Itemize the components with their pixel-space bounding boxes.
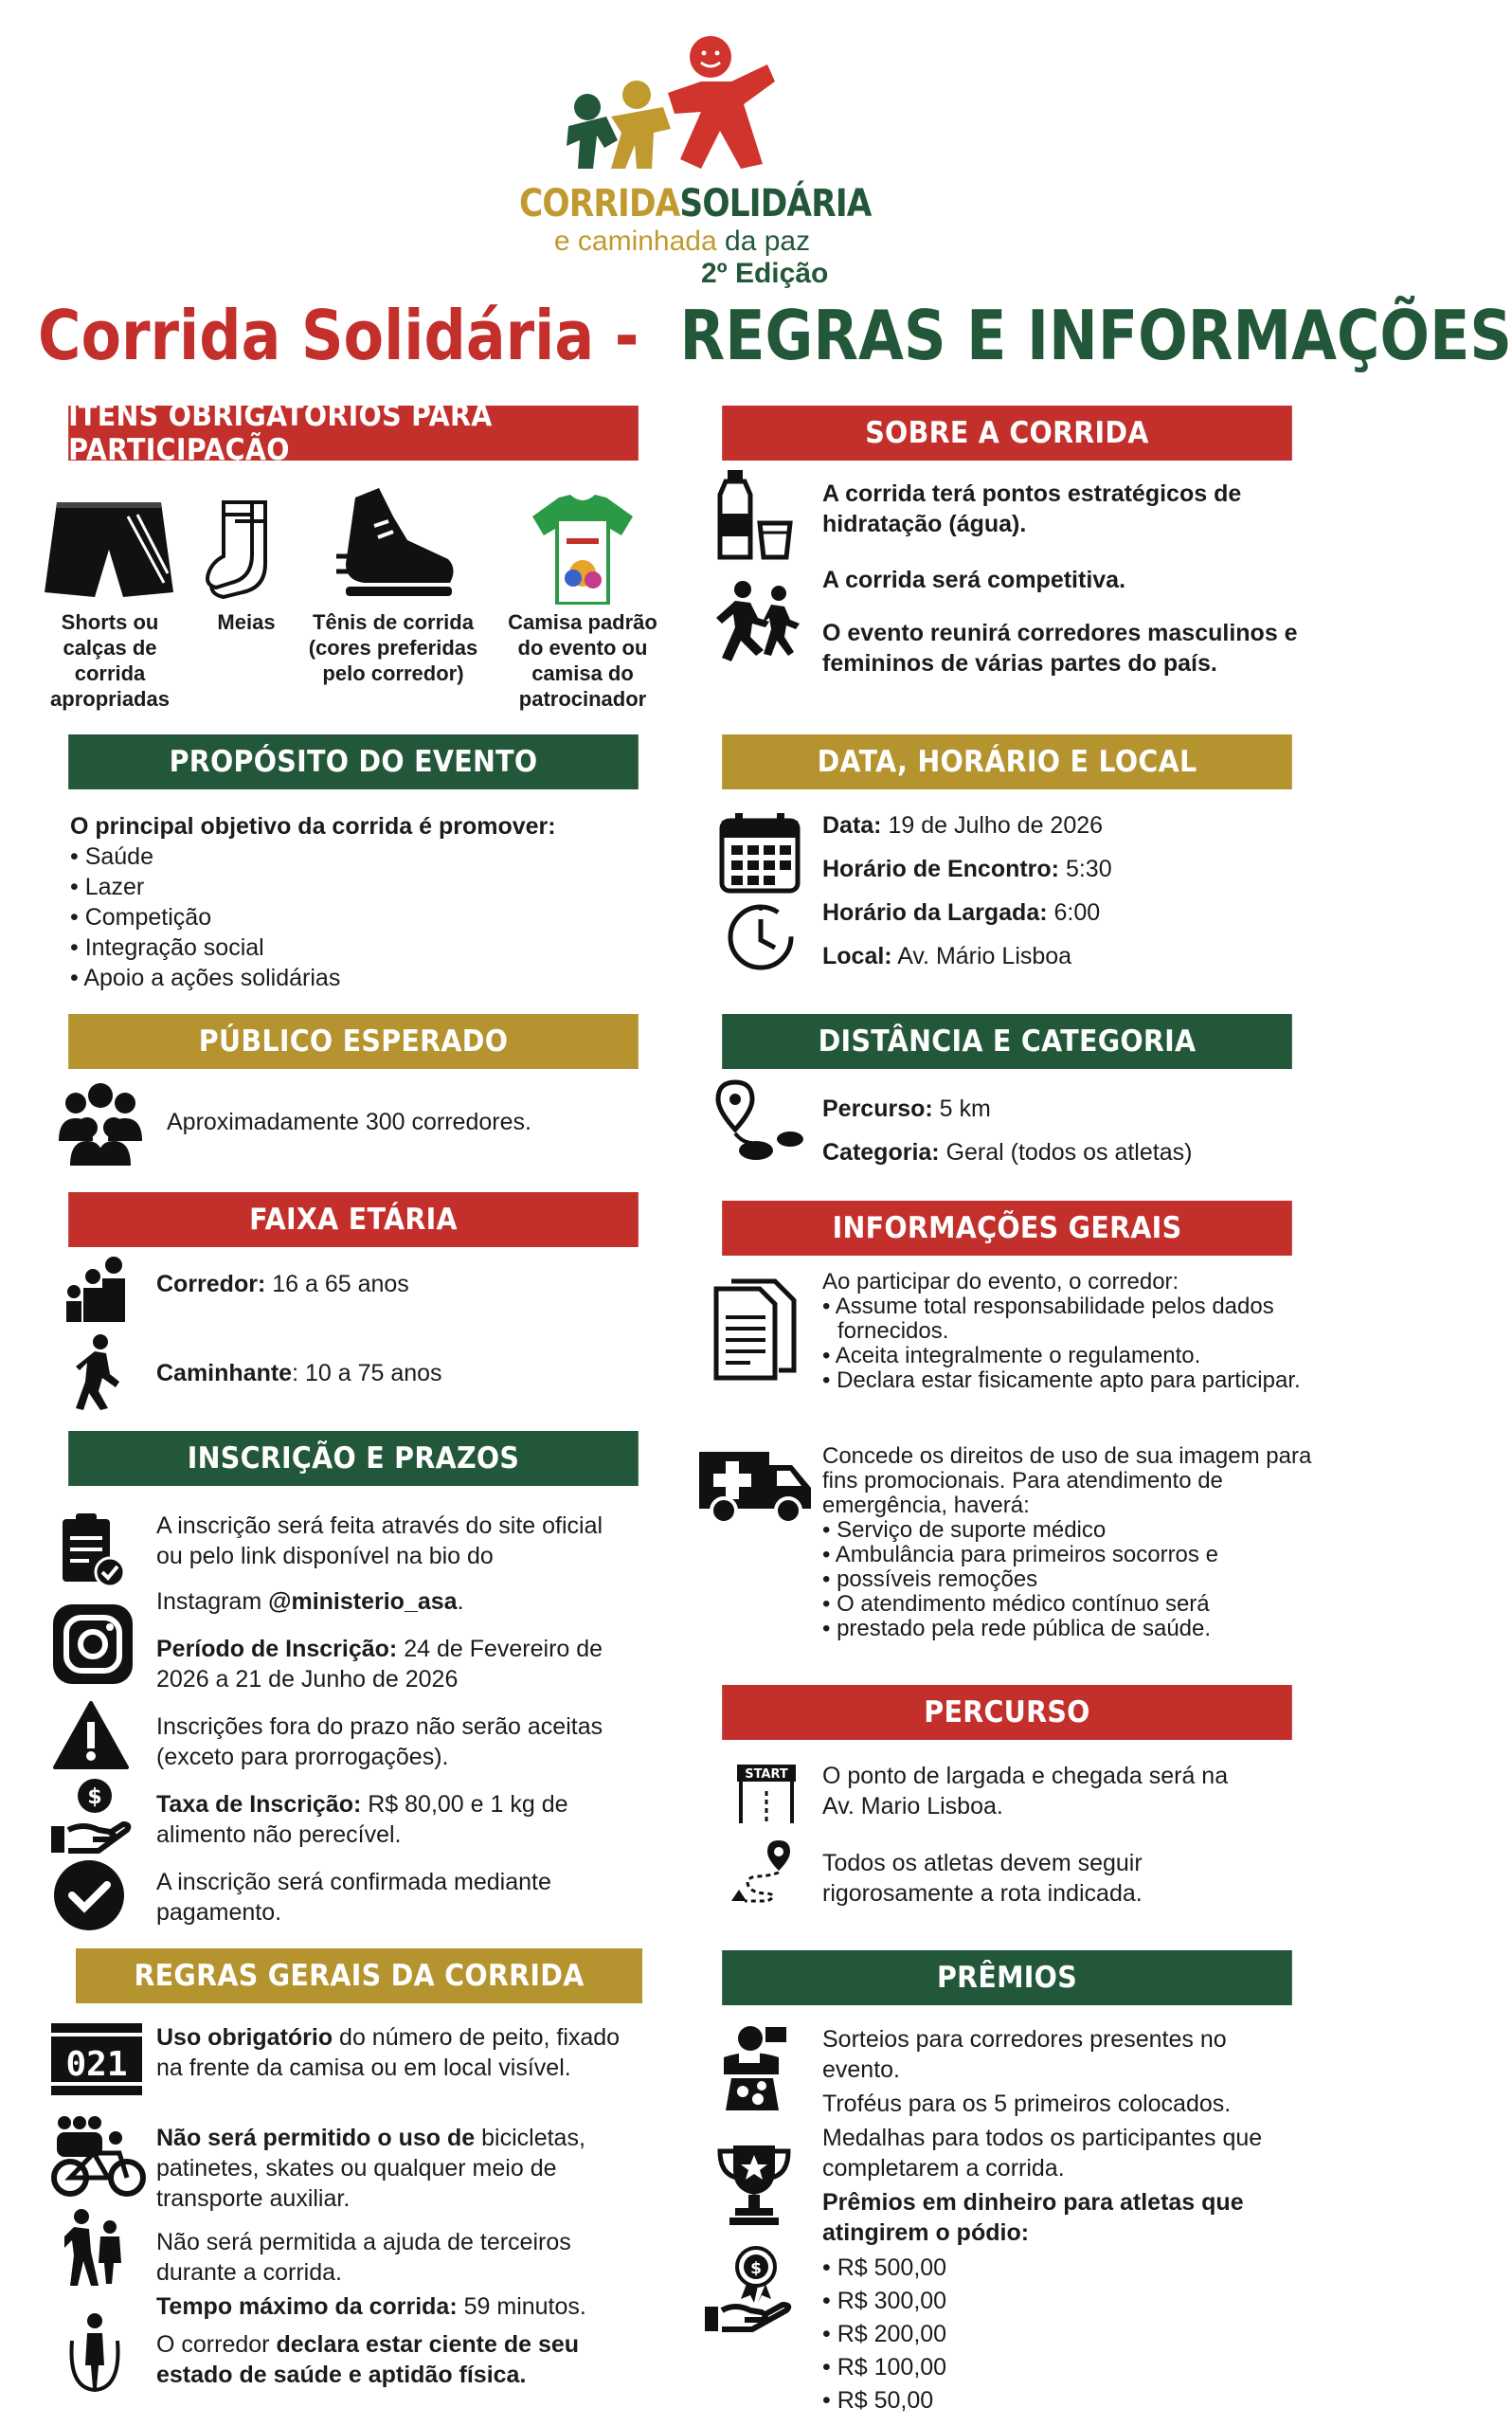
regras-r4: Tempo máximo da corrida: 59 minutos. <box>156 2293 586 2320</box>
premios-values <box>822 2252 946 2417</box>
section-header-premios: PRÊMIOS <box>722 1950 1292 2005</box>
list-item: • Competição <box>70 902 657 932</box>
ambulance-icon <box>697 1448 815 1528</box>
list-item: • Apoio a ações solidárias <box>70 963 657 993</box>
socks-icon <box>207 498 282 602</box>
list-item: • R$ 100,00 <box>822 2351 946 2384</box>
crowd-icon <box>55 1082 146 1166</box>
inscricao-p3: Período de Inscrição: 24 de Fevereiro de 2026 a 21 de Junho de 2026 <box>156 1636 603 1693</box>
transport-prohibited-icon <box>51 2115 146 2197</box>
runners-icon <box>709 580 803 671</box>
list-item: • Saúde <box>70 842 657 872</box>
route-icon <box>729 1838 796 1905</box>
item-label-shorts: Shorts ou calças de corrida apropriadas <box>50 610 170 711</box>
logo-figures-icon <box>559 27 777 188</box>
premios-p1: Sorteios para corredores presentes no evento. <box>822 2026 1227 2083</box>
help-prohibited-icon <box>64 2208 125 2286</box>
start-line-icon <box>735 1763 798 1825</box>
regras-r1: Uso obrigatório do número de peito, fixado na frente da camisa ou em local visível. <box>156 2024 621 2081</box>
svg-text:$: $ <box>87 1785 102 1809</box>
trophy-icon <box>716 2142 792 2227</box>
inscricao-p1: A inscrição será feita através do site oficial ou pelo link disponível na bio do <box>156 1512 603 1569</box>
svg-text:$: $ <box>750 2259 762 2278</box>
data-place: Local: Av. Mário Lisboa <box>822 943 1072 969</box>
section-header-percurso: PERCURSO <box>722 1685 1292 1740</box>
regras-r3: Não será permitida a ajuda de terceiros durante a corrida. <box>156 2229 571 2286</box>
percurso-p1: O ponto de largada e chegada será na Av. Mario Lisboa. <box>822 1763 1229 1820</box>
list-item: • O atendimento médico contínuo será <box>822 1592 1315 1617</box>
list-item: • Aceita integralmente o regulamento. <box>822 1344 1315 1368</box>
item-label-shoes: Tênis de corrida (cores preferidas pelo corredor) <box>308 610 478 685</box>
section-header-data: DATA, HORÁRIO E LOCAL <box>722 734 1292 789</box>
shorts-icon <box>43 498 175 602</box>
regras-r5: O corredor declara estar ciente de seu estado de saúde e aptidão física. <box>156 2331 580 2388</box>
section-header-publico: PÚBLICO ESPERADO <box>68 1014 639 1069</box>
instagram-icon <box>53 1604 133 1684</box>
section-header-informacoes: INFORMAÇÕES GERAIS <box>722 1201 1292 1256</box>
section-header-proposito: PROPÓSITO DO EVENTO <box>68 734 639 789</box>
item-label-socks: Meias <box>217 610 276 634</box>
clock-icon <box>726 902 796 972</box>
section-header-inscricao: INSCRIÇÃO E PRAZOS <box>68 1431 639 1486</box>
premios-list <box>822 2252 946 2417</box>
list-item: • Serviço de suporte médico <box>822 1518 1315 1543</box>
walker-icon <box>76 1334 123 1410</box>
page-title: Corrida Solidária - REGRAS E INFORMAÇÕES <box>38 296 1512 375</box>
jump-rope-icon <box>66 2312 123 2392</box>
list-item: • Lazer <box>70 872 657 902</box>
inscricao-p5: Taxa de Inscrição: R$ 80,00 e 1 kg de alimento não perecível. <box>156 1791 568 1848</box>
inscricao-p6: A inscrição será confirmada mediante pagamento. <box>156 1869 551 1926</box>
list-item: • possíveis remoções <box>822 1567 1315 1592</box>
running-shoe-icon <box>336 488 459 606</box>
logo-edition: 2º Edição <box>701 258 829 289</box>
inscricao-p2: Instagram @ministerio_asa. <box>156 1588 464 1615</box>
proposito-intro: O principal objetivo da corrida é promover: <box>70 813 556 840</box>
percurso-p2: Todos os atletas devem seguir rigorosamente a rota indicada. <box>822 1850 1143 1907</box>
faixa-walker: Caminhante: 10 a 75 anos <box>156 1360 442 1386</box>
faixa-runner: Corredor: 16 a 65 anos <box>156 1271 409 1297</box>
prize-money-icon <box>703 2244 794 2335</box>
premios-p3: Medalhas para todos os participantes que completarem a corrida. <box>822 2125 1263 2182</box>
list-item: • R$ 500,00 <box>822 2252 946 2285</box>
fee-hand-icon <box>51 1777 131 1855</box>
sobre-p3: O evento reunirá corredores masculinos e femininos de várias partes do país. <box>822 620 1298 677</box>
publico-text: Aproximadamente 300 corredores. <box>167 1109 531 1135</box>
informacoes-block2: Concede os direitos de uso de sua imagem para fins promocionais. Para atendimento de emergência, haverá: • Serviço de suporte médico • Ambulância para primeiros socorros e • possíveis remoções • O atendimento médico contínuo será • prestado pela rede pública de saúde. <box>822 1444 1315 1641</box>
documents-icon <box>712 1279 800 1384</box>
route-pin-icon <box>714 1080 805 1166</box>
inscricao-p4: Inscrições fora do prazo não serão aceitas (exceto para prorrogações). <box>156 1713 603 1770</box>
data-meet: Horário de Encontro: 5:30 <box>822 856 1112 882</box>
logo <box>493 19 872 294</box>
list-item: • prestado pela rede pública de saúde. <box>822 1617 1315 1641</box>
section-header-distancia: DISTÂNCIA E CATEGORIA <box>722 1014 1292 1069</box>
proposito-content <box>70 811 657 993</box>
clipboard-check-icon <box>61 1512 125 1587</box>
warning-icon <box>53 1701 129 1769</box>
list-item: • R$ 50,00 <box>822 2384 946 2417</box>
sobre-p1: A corrida terá pontos estratégicos de hidratação (água). <box>822 480 1242 537</box>
data-date: Data: 19 de Julho de 2026 <box>822 812 1104 839</box>
data-start: Horário da Largada: 6:00 <box>822 899 1101 926</box>
section-header-itens: ITENS OBRIGATÓRIOS PARA PARTICIPAÇÃO <box>68 406 639 461</box>
premios-p4: Prêmios em dinheiro para atletas que atingirem o pódio: <box>822 2189 1244 2246</box>
logo-line1: CORRIDASOLIDÁRIA <box>519 182 872 226</box>
event-shirt-icon <box>531 493 635 606</box>
sobre-p2: A corrida será competitiva. <box>822 567 1126 593</box>
proposito-list <box>70 842 657 993</box>
premios-p2: Troféus para os 5 primeiros colocados. <box>822 2091 1232 2117</box>
water-bottle-icon <box>718 470 794 561</box>
item-label-shirt: Camisa padrão do evento ou camisa do patrocinador <box>508 610 657 711</box>
list-item: • Assume total responsabilidade pelos dados fornecidos. <box>822 1294 1315 1344</box>
logo-line2: e caminhada da paz <box>553 226 811 257</box>
bib-number-text: 021 <box>65 2045 128 2084</box>
informacoes-block1: Ao participar do evento, o corredor: • Assume total responsabilidade pelos dados fornecidos. • Aceita integralmente o regulamento. • Declara estar fisicamente apto para participar. <box>822 1270 1315 1393</box>
distancia-route: Percurso: 5 km <box>822 1095 991 1122</box>
list-item: • R$ 300,00 <box>822 2285 946 2318</box>
raffle-icon <box>712 2023 796 2114</box>
start-sign-text: START <box>745 1767 788 1782</box>
calendar-icon <box>720 813 800 893</box>
check-circle-icon <box>53 1859 125 1931</box>
distancia-cat: Categoria: Geral (todos os atletas) <box>822 1139 1193 1166</box>
list-item: • Integração social <box>70 932 657 963</box>
section-header-sobre: SOBRE A CORRIDA <box>722 406 1292 461</box>
list-item: • R$ 200,00 <box>822 2318 946 2351</box>
family-icon <box>64 1256 135 1322</box>
list-item: • Declara estar fisicamente apto para participar. <box>822 1368 1315 1393</box>
bib-number-icon <box>51 2023 142 2095</box>
section-header-regras: REGRAS GERAIS DA CORRIDA <box>76 1948 642 2003</box>
list-item: • Ambulância para primeiros socorros e <box>822 1543 1315 1567</box>
section-header-faixa: FAIXA ETÁRIA <box>68 1192 639 1247</box>
regras-r2: Não será permitido o uso de bicicletas, patinetes, skates ou qualquer meio de transporte auxiliar. <box>156 2125 585 2212</box>
